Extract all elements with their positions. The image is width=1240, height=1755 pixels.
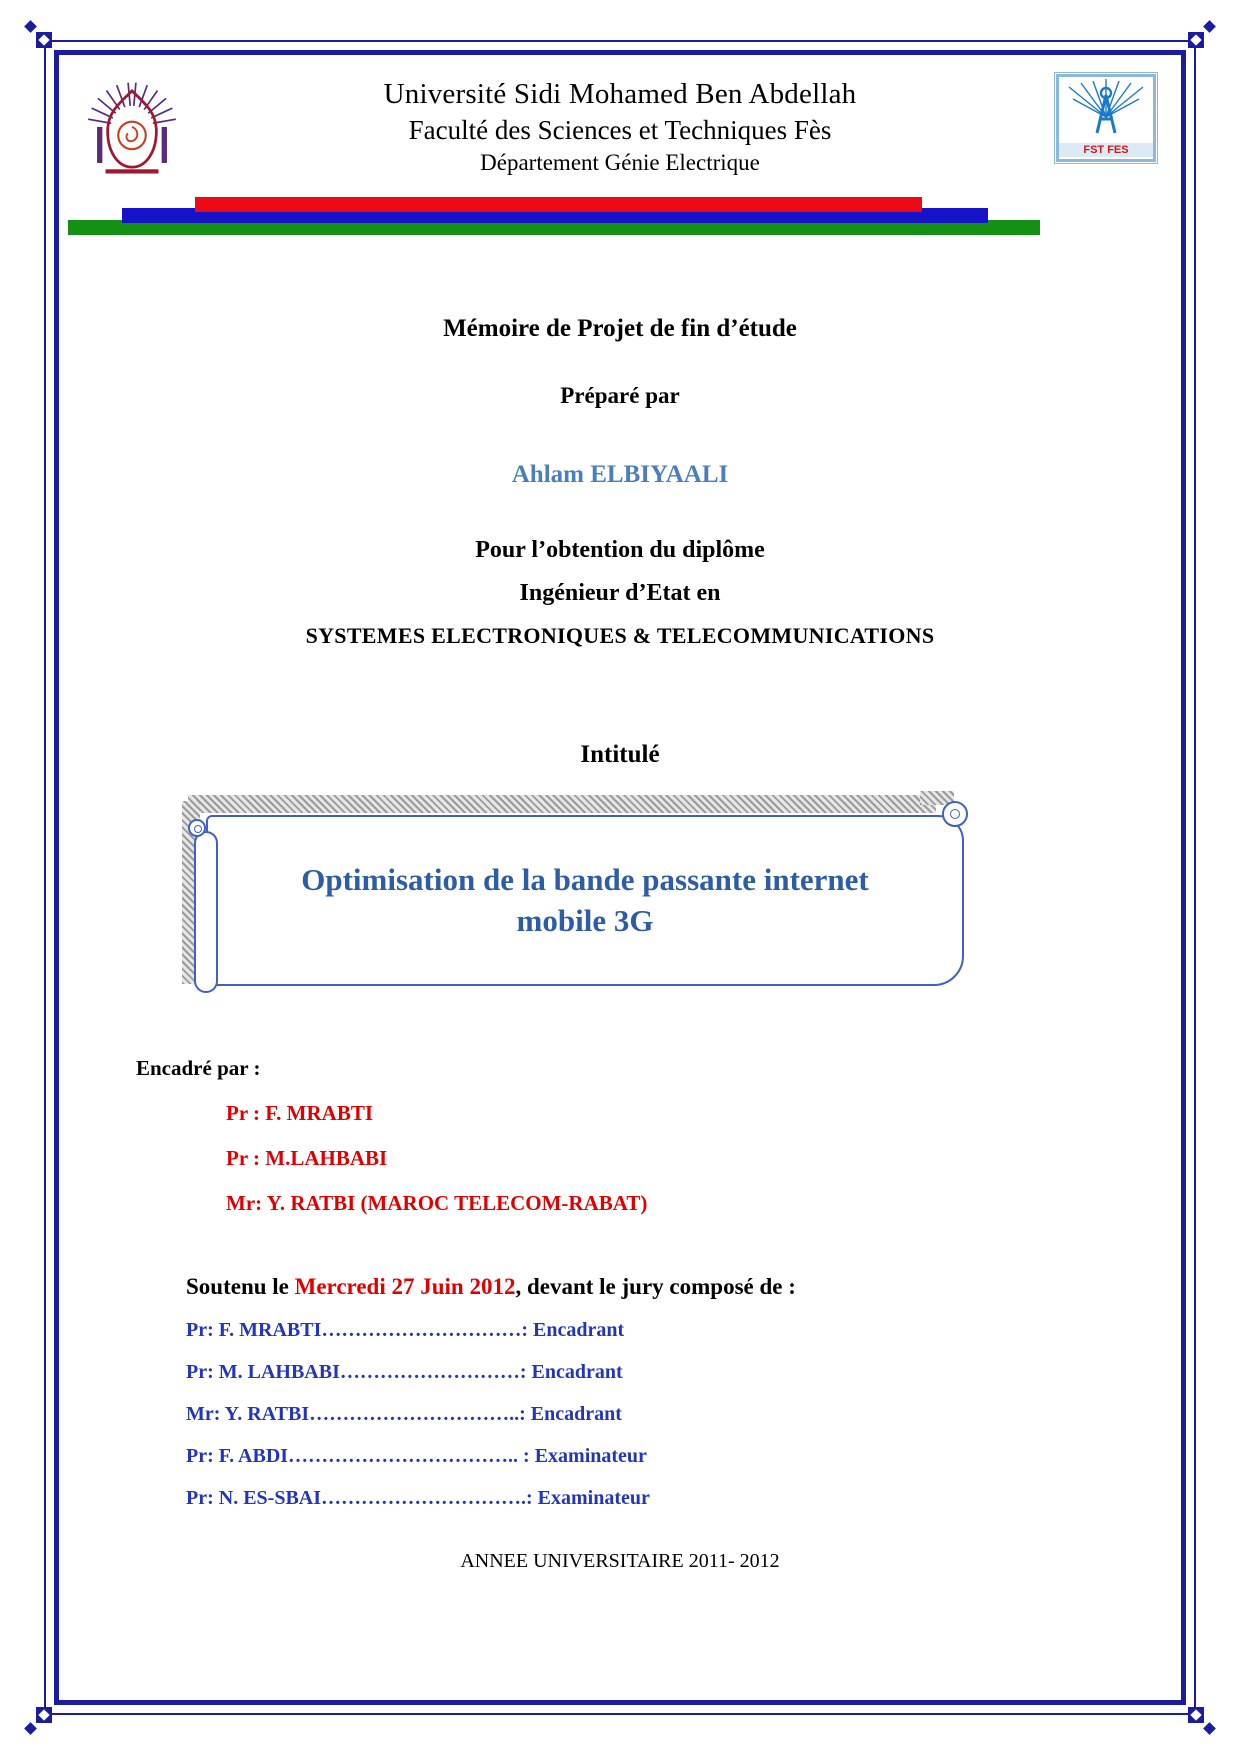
jury-member-4: Pr: F. ABDI…………………………….. : Examinateur xyxy=(186,1445,647,1467)
fst-logo-label: FST FES xyxy=(1059,143,1153,157)
defense-line xyxy=(186,1274,1180,1300)
scroll-curl-right-icon xyxy=(942,801,968,827)
supervisor-3: Mr: Y. RATBI (MAROC TELECOM-RABAT) xyxy=(226,1191,648,1215)
red-bar xyxy=(195,197,922,212)
supervisor-1: Pr : F. MRABTI xyxy=(226,1101,373,1125)
jury-member-3: Mr: Y. RATBI…………………………..: Encadrant xyxy=(186,1403,622,1425)
department-name: Département Génie Electrique xyxy=(480,150,760,175)
diploma-line-2: Ingénieur d’Etat en xyxy=(519,580,721,606)
decorative-bars xyxy=(60,189,1180,253)
diploma-line-1: Pour l’obtention du diplôme xyxy=(475,537,765,563)
scroll-roll-left xyxy=(194,831,218,993)
corner-ornament-top-left xyxy=(34,30,54,50)
corner-ornament-bottom-left xyxy=(34,1705,54,1725)
defense-suffix: , devant le jury composé de : xyxy=(515,1274,796,1299)
fst-logo xyxy=(1056,74,1156,162)
author-name: Ahlam ELBIYAALI xyxy=(511,461,729,488)
scroll-roll-cap-icon xyxy=(188,819,206,837)
jury-member-5: Pr: N. ES-SBAI………………………….: Examinateur xyxy=(186,1487,650,1509)
defense-date: Mercredi 27 Juin 2012 xyxy=(294,1274,516,1299)
corner-ornament-top-right xyxy=(1186,30,1206,50)
jury-member-2: Pr: M. LAHBABI………………………: Encadrant xyxy=(186,1361,623,1383)
prepared-by-label: Préparé par xyxy=(560,383,680,408)
scroll-hatch-top xyxy=(188,795,936,813)
scroll-body xyxy=(206,815,964,986)
university-name: Université Sidi Mohamed Ben Abdellah xyxy=(383,78,857,110)
memoire-heading: Mémoire de Projet de fin d’étude xyxy=(443,315,797,342)
supervised-by-label: Encadré par : xyxy=(136,1056,261,1080)
university-logo xyxy=(84,74,184,187)
institution-block xyxy=(184,74,1056,176)
intitule-label: Intitulé xyxy=(580,741,660,768)
corner-ornament-bottom-right xyxy=(1186,1705,1206,1725)
thesis-title: Optimisation de la bande passante internet mobile 3G xyxy=(301,862,869,938)
speciality: SYSTEMES ELECTRONIQUES & TELECOMMUNICATIONS xyxy=(305,623,935,648)
academic-year: ANNEE UNIVERSITAIRE 2011- 2012 xyxy=(460,1550,780,1572)
header xyxy=(60,58,1180,187)
title-scroll-banner xyxy=(182,795,964,1000)
defense-prefix: Soutenu le xyxy=(186,1274,295,1299)
supervisor-2: Pr : M.LAHBABI xyxy=(226,1146,388,1170)
faculty-name: Faculté des Sciences et Techniques Fès xyxy=(408,115,832,145)
jury-member-1: Pr: F. MRABTI…………………………: Encadrant xyxy=(186,1319,625,1341)
